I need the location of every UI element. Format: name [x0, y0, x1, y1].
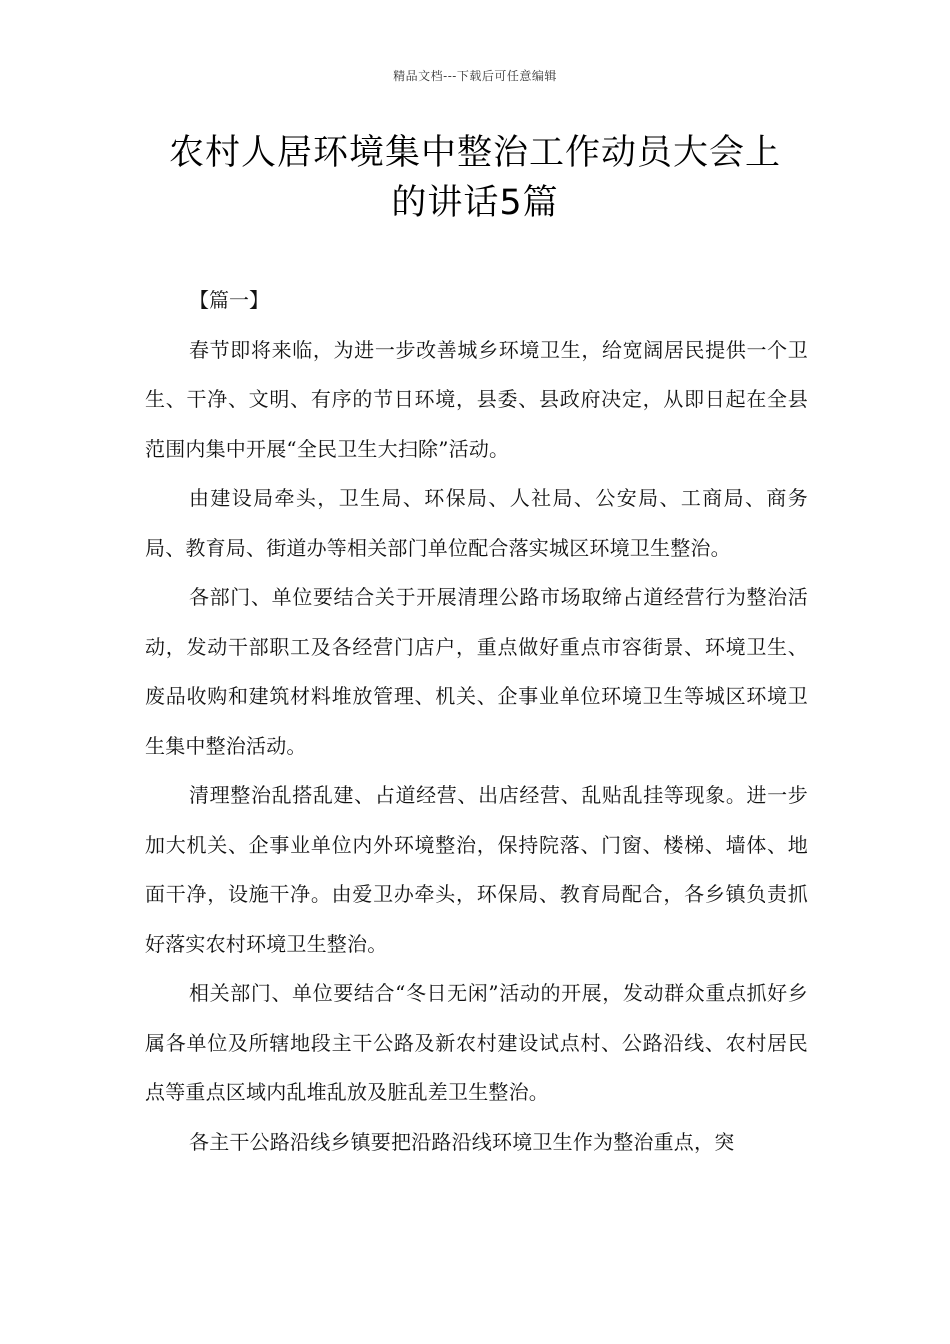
paragraph: 由建设局牵头，卫生局、环保局、人社局、公安局、工商局、商务局、教育局、街道办等相关部门单位配合落实城区环境卫生整治。	[145, 486, 808, 560]
document-body	[145, 276, 808, 1167]
title-line-2: 的讲话5篇	[391, 183, 559, 223]
paragraph: 各主干公路沿线乡镇要把沿路沿线环境卫生作为整治重点，突	[189, 1129, 735, 1154]
paragraph: 各部门、单位要结合关于开展清理公路市场取缔占道经营行为整治活动，发动干部职工及各经营门店户，重点做好重点市容街景、环境卫生、废品收购和建筑材料堆放管理、机关、企事业单位环境卫生等城区环境卫生集中整治活动。	[145, 585, 808, 758]
document-title	[110, 128, 840, 228]
header-note: 精品文档---下载后可任意编辑	[393, 69, 557, 83]
paragraph: 相关部门、单位要结合“冬日无闲”活动的开展，发动群众重点抓好乡属各单位及所辖地段主干公路及新农村建设试点村、公路沿线、农村居民点等重点区域内乱堆乱放及脏乱差卫生整治。	[145, 981, 808, 1104]
paragraph: 清理整治乱搭乱建、占道经营、出店经营、乱贴乱挂等现象。进一步加大机关、企事业单位内外环境整治，保持院落、门窗、楼梯、墙体、地面干净，设施干净。由爱卫办牵头，环保局、教育局配合，各乡镇负责抓好落实农村环境卫生整治。	[145, 783, 808, 956]
paragraph: 春节即将来临，为进一步改善城乡环境卫生，给宽阔居民提供一个卫生、干净、文明、有序的节日环境，县委、县政府决定，从即日起在全县范围内集中开展“全民卫生大扫除”活动。	[145, 337, 808, 461]
section-label: 【篇一】	[189, 288, 269, 312]
title-line-1: 农村人居环境集中整治工作动员大会上	[168, 133, 781, 173]
